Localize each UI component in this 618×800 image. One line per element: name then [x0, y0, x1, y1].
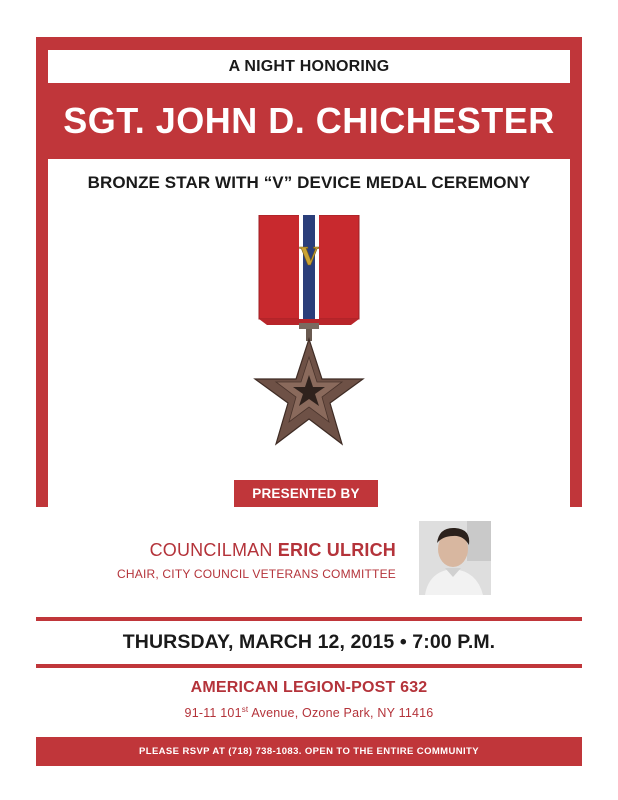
presenter-name	[36, 540, 396, 561]
flyer	[36, 37, 582, 766]
venue-name: AMERICAN LEGION-POST 632	[190, 679, 428, 696]
bronze-star-medal-icon	[247, 215, 371, 455]
event-datetime: THURSDAY, MARCH 12, 2015 • 7:00 P.M.	[36, 621, 582, 664]
presenter-role: CHAIR, CITY COUNCIL VETERANS COMMITTEE	[117, 567, 396, 581]
v-device: V	[299, 242, 319, 271]
address-suffix: st	[241, 705, 249, 714]
presenter-section	[36, 507, 582, 617]
rsvp-note: PLEASE RSVP AT (718) 738-1083. OPEN TO THE ENTIRE COMMUNITY	[139, 745, 479, 757]
venue-section	[36, 668, 582, 737]
venue-address	[36, 705, 582, 720]
presenter-fullname: ERIC ULRICH	[277, 540, 396, 560]
presenter-title: COUNCILMAN	[149, 540, 273, 560]
event-subtitle: BRONZE STAR WITH “V” DEVICE MEDAL CEREMONY	[87, 173, 531, 192]
pre-title: A NIGHT HONORING	[48, 50, 570, 83]
honoree-name: SGT. JOHN D. CHICHESTER	[63, 100, 555, 141]
presented-by-badge: PRESENTED BY	[234, 480, 378, 507]
medal-section	[48, 159, 570, 507]
star-icon	[255, 339, 363, 444]
address-rest: Avenue, Ozone Park, NY 11416	[248, 706, 434, 721]
address-number: 91-11 101	[184, 706, 242, 721]
avatar-icon	[419, 521, 491, 595]
presenter-photo	[419, 521, 491, 595]
